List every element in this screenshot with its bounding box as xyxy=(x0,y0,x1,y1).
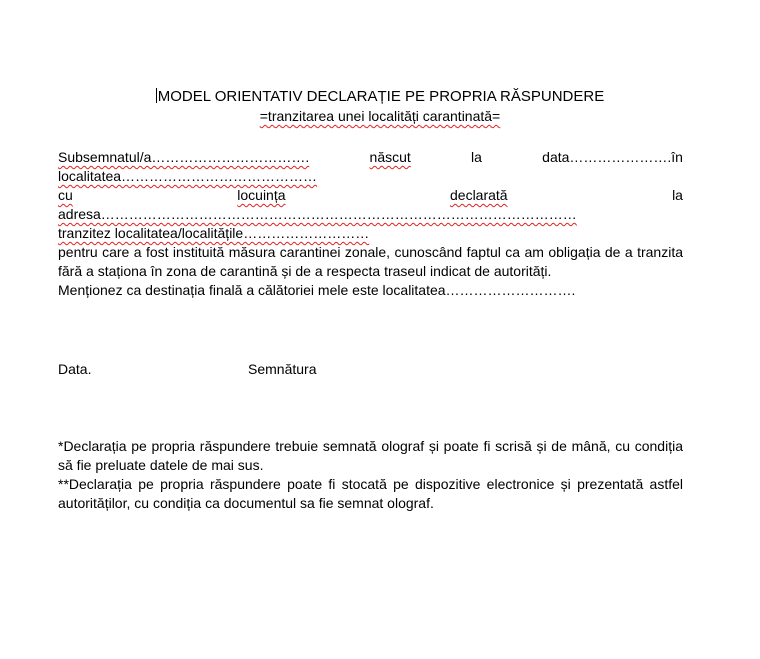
date-field: data………………….în xyxy=(542,149,683,165)
declaration-line-address xyxy=(58,205,683,224)
document-title-text: MODEL ORIENTATIV DECLARAȚIE PE PROPRIA RĂSPUNDERE xyxy=(157,88,605,105)
declaration-line-destination xyxy=(58,281,683,300)
residence-label: locuința xyxy=(237,187,286,203)
transit-field: tranzitez localitatea/localitățile……………………… xyxy=(58,225,370,241)
document-title xyxy=(0,88,760,106)
declaration-body xyxy=(58,148,683,300)
with-label: cu xyxy=(58,187,73,203)
declaration-line-locality xyxy=(58,167,683,186)
footnotes xyxy=(58,437,683,513)
born-label: născut xyxy=(369,149,411,165)
at-label: la xyxy=(471,149,482,165)
declared-label: declarată xyxy=(450,187,508,203)
date-signature-label: Data. xyxy=(58,361,92,377)
footnote-1: *Declarația pe propria răspundere trebuie semnată olograf și poate fi scrisă și de mână, cu condiția să fie preluate datele de mai sus. xyxy=(58,438,683,473)
footnote-2: **Declarația pe propria răspundere poate fi stocată pe dispozitive electronice și prezentată astfel autorităților, cu condiția ca documentul sa fie semnat olograf. xyxy=(58,476,683,511)
signature-label: Semnătura xyxy=(248,361,317,377)
declaration-line-residence xyxy=(58,186,683,205)
declaration-line-name xyxy=(58,148,683,167)
document-subtitle-text: =tranzitarea unei localități carantinată= xyxy=(259,108,501,124)
address-field: adresa………………………………………………………………………………………… xyxy=(58,206,577,222)
declaration-paragraph: pentru care a fost instituită măsura carantinei zonale, cunoscând faptul ca am obligația de a tranzita fără a staționa în zona de carantină și de a respecta traseul indicat de autorități. xyxy=(58,244,683,279)
text-cursor xyxy=(156,88,157,103)
name-field: Subsemnatul/a……………………………. xyxy=(58,149,310,165)
declaration-line-transit xyxy=(58,224,683,243)
locality-field: localitatea…………………………………… xyxy=(58,168,318,184)
destination-field: Menționez ca destinația finală a călătoriei mele este localitatea………………………. xyxy=(58,282,576,298)
document-subtitle xyxy=(0,108,760,125)
at-address-label: la xyxy=(672,187,683,203)
